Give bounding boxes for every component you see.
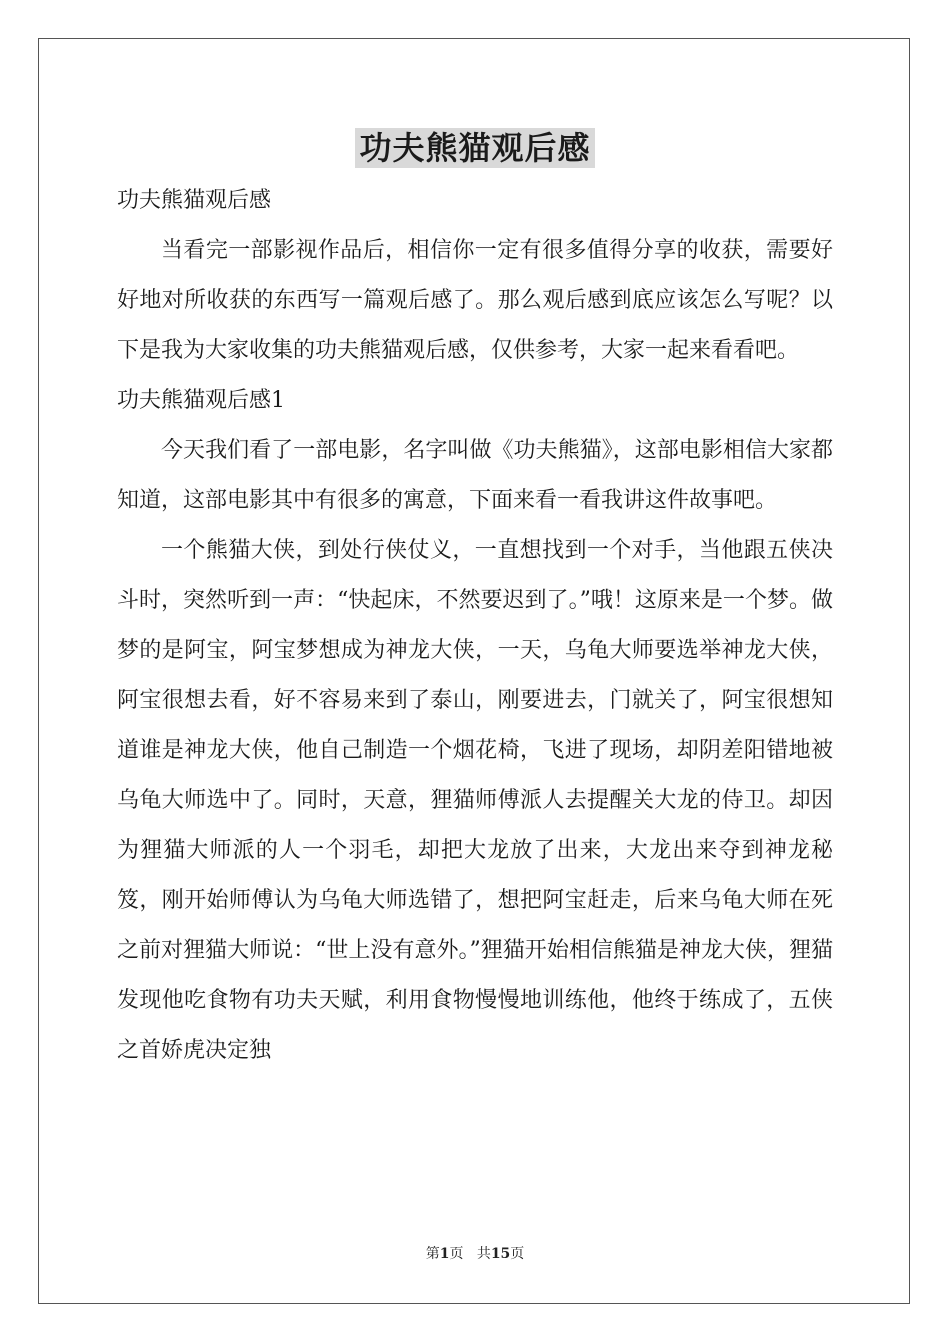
paragraph-intro: 当看完一部影视作品后，相信你一定有很多值得分享的收获，需要好好地对所收获的东西写一篇观后感了。那么观后感到底应该怎么写呢？以下是我为大家收集的功夫熊猫观后感，仅供参考，大家一起来看看吧。 — [117, 238, 833, 363]
document-body — [117, 176, 833, 1076]
paragraph-body-1: 今天我们看了一部电影，名字叫做《功夫熊猫》，这部电影相信大家都知道，这部电影其中有很多的寓意，下面来看一看我讲这件故事吧。 — [117, 438, 833, 513]
footer-total-prefix: 共 — [476, 1246, 491, 1262]
paragraph-subtitle: 功夫熊猫观后感 — [117, 188, 272, 213]
footer-total-suffix: 页 — [510, 1246, 525, 1262]
paragraph-section-heading: 功夫熊猫观后感1 — [117, 388, 285, 413]
document-title: 功夫熊猫观后感 — [355, 128, 594, 168]
page-footer — [0, 1244, 950, 1264]
footer-total-pages: 15 — [490, 1246, 511, 1262]
footer-prefix: 第 — [425, 1246, 440, 1262]
footer-page-number: 1 — [439, 1246, 450, 1262]
footer-page-suffix: 页 — [449, 1246, 464, 1262]
title-wrap — [0, 128, 950, 168]
paragraph-body-2: 一个熊猫大侠，到处行侠仗义，一直想找到一个对手，当他跟五侠决斗时，突然听到一声：“快起床，不然要迟到了。”哦！这原来是一个梦。做梦的是阿宝，阿宝梦想成为神龙大侠，一天，乌龟大师要选举神龙大侠，阿宝很想去看，好不容易来到了泰山，刚要进去，门就关了，阿宝很想知道谁是神龙大侠，他自己制造一个烟花椅，飞进了现场，却阴差阳错地被乌龟大师选中了。同时，天意，狸猫师傅派人去提醒关大龙的侍卫。却因为狸猫大师派的人一个羽毛，却把大龙放了出来，大龙出来夺到神龙秘笈，刚开始师傅认为乌龟大师选错了，想把阿宝赶走，后来乌龟大师在死之前对狸猫大师说：“世上没有意外。”狸猫开始相信熊猫是神龙大侠，狸猫发现他吃食物有功夫天赋，利用食物慢慢地训练他，他终于练成了，五侠之首娇虎决定独 — [117, 538, 833, 1063]
